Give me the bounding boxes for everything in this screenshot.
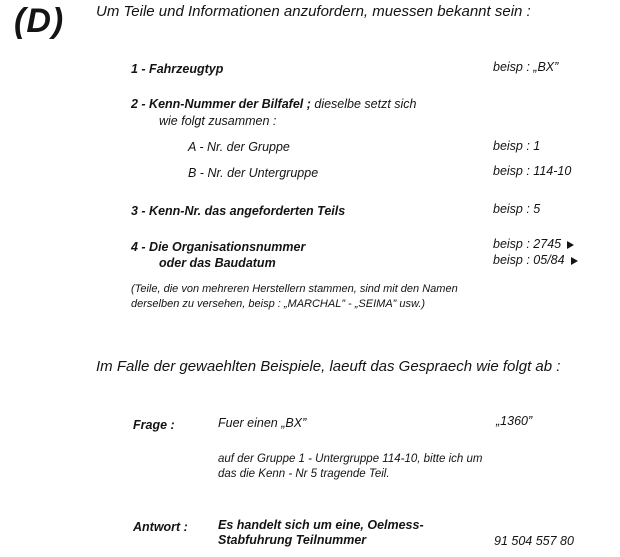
item-1-example: beisp : „BX” (493, 60, 559, 74)
item-2-label-line2: wie folgt zusammen : (159, 114, 277, 128)
item-4-example2 (493, 253, 578, 267)
item-4-example (493, 237, 574, 251)
question-label: Frage : (133, 418, 175, 432)
section-mark: (D) (14, 2, 65, 40)
item-2-label-rest: dieselbe setzt sich (310, 97, 417, 111)
item-2a-example: beisp : 1 (493, 139, 541, 153)
item-3-example: beisp : 5 (493, 202, 541, 216)
question-line2: auf der Gruppe 1 - Untergruppe 114-10, bitte ich um das die Kenn - Nr 5 tragende Teil. (218, 453, 483, 480)
intro-paragraph: Um Teile und Informationen anzufordern, muessen bekannt sein : (96, 3, 531, 20)
item-4-example2-text: beisp : 05/84 (493, 253, 565, 267)
item-2-label (131, 97, 417, 111)
triangle-arrow-icon (571, 257, 578, 265)
triangle-arrow-icon (567, 241, 574, 249)
item-2a-label: A - Nr. der Gruppe (188, 140, 290, 154)
answer-number: 91 504 557 80 (494, 534, 574, 548)
answer-label: Antwort : (133, 520, 188, 534)
item-2b-example: beisp : 114-10 (493, 164, 572, 178)
item-2b-label: B - Nr. der Untergruppe (188, 166, 319, 180)
answer-text: Es handelt sich um eine, Oelmess-Stabfuhrung Teilnummer (218, 518, 424, 547)
question-ref: „1360” (496, 414, 533, 428)
example-intro: Im Falle der gewaehlten Beispiele, laeuft das Gespraech wie folgt ab : (96, 358, 561, 375)
item-4-example-text: beisp : 2745 (493, 237, 562, 251)
item-2-label-bold: 2 - Kenn-Nummer der Bilfafel ; (131, 97, 311, 111)
item-4-label-line2: oder das Baudatum (159, 256, 276, 270)
item-4-label: 4 - Die Organisationsnummer (131, 240, 306, 254)
item-3-label: 3 - Kenn-Nr. das angeforderten Teils (131, 204, 346, 218)
item-1-label: 1 - Fahrzeugtyp (131, 62, 224, 76)
question-line1: Fuer einen „BX” (218, 416, 307, 430)
manufacturer-note: (Teile, die von mehreren Herstellern stammen, sind mit den Namen derselben zu versehen, beisp : „MARCHAL” - „SEIMA” usw.) (131, 283, 458, 310)
